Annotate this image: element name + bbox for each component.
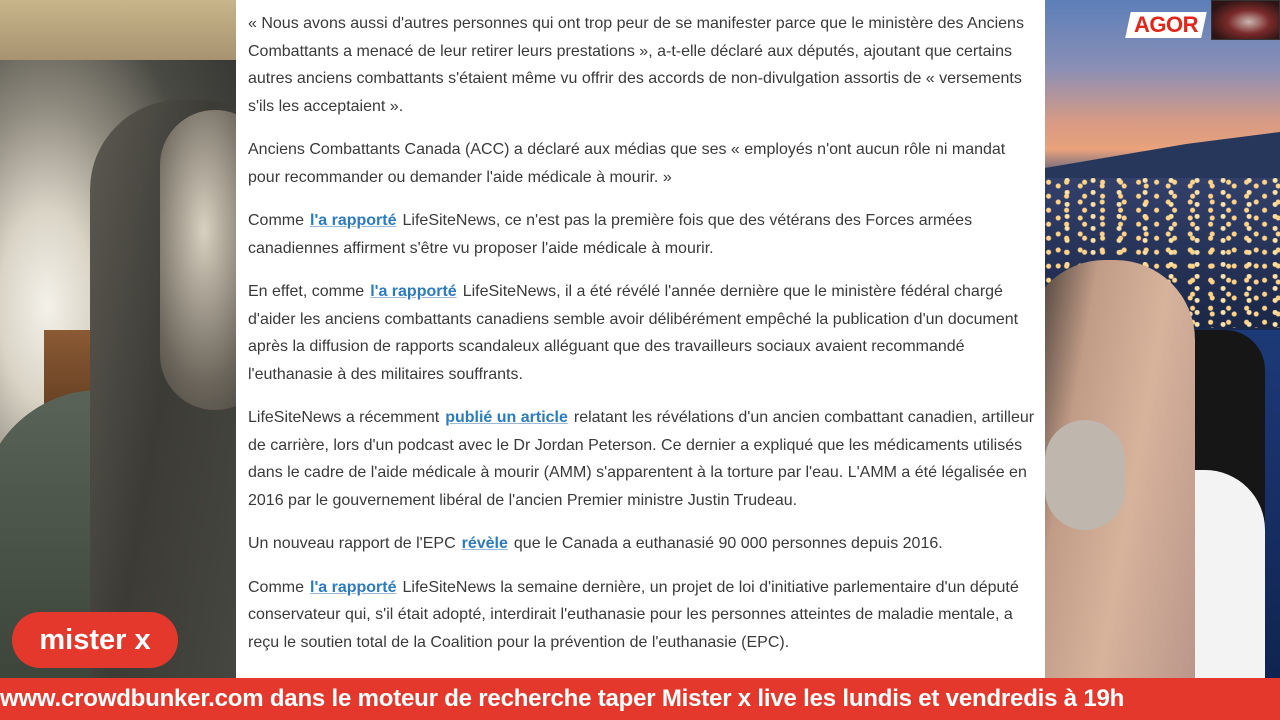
link-publie-article[interactable]: publié un article bbox=[445, 409, 568, 426]
link-revele[interactable]: révèle bbox=[461, 535, 508, 552]
link-rapporte-2[interactable]: l'a rapporté bbox=[370, 283, 457, 300]
paragraph-5-text: relatant les révélations d'un ancien combattant canadien, artilleur de carrière, lors d'un podcast avec le Dr Jordan Peterson. Ce dernier a expliqué que les médicaments utilisés dans le cadre de l'aide médicale à mourir (AMM) s'apparentent à la torture par l'eau. L'AMM a été légalisée en 2016 par le gouvernement libéral de l'ancien Premier ministre Justin Trudeau. bbox=[248, 409, 1035, 509]
paragraph-1: « Nous avons aussi d'autres personnes qui ont trop peur de se manifester parce que le ministère des Anciens Combattants a menacé de leur retirer leurs prestations », a-t-elle déclaré aux députés, ajoutant que certains autres anciens combattants s'étaient même vu offrir des accords de non-divulgation assortis de « versements s'ils les acceptaient ». bbox=[248, 15, 1024, 115]
paragraph-4 bbox=[248, 278, 1038, 388]
link-rapporte-1[interactable]: l'a rapporté bbox=[310, 212, 397, 229]
channel-logo bbox=[1125, 12, 1207, 38]
paragraph-6 bbox=[248, 530, 1038, 558]
paragraph-7-text: LifeSiteNews la semaine dernière, un projet de loi d'initiative parlementaire d'un député conservateur qui, s'il était adopté, interdirait l'euthanasie pour les personnes atteintes de maladie mentale, a reçu le soutien total de la Coalition pour la prévention de l'euthanasie (EPC). bbox=[248, 578, 1019, 651]
paragraph-5-lead: LifeSiteNews a récemment bbox=[248, 409, 440, 426]
article-body bbox=[248, 10, 1038, 672]
paragraph-2: Anciens Combattants Canada (ACC) a déclaré aux médias que ses « employés n'ont aucun rôle ni mandat pour recommander ou demander l'aide médicale à mourir. » bbox=[248, 141, 1006, 186]
paragraph-3 bbox=[248, 207, 1038, 262]
paragraph-6-lead: Un nouveau rapport de l'EPC bbox=[248, 535, 456, 552]
cohost-beard bbox=[1045, 420, 1125, 530]
channel-logo-text: AGOR bbox=[1134, 12, 1198, 37]
paragraph-4-text: LifeSiteNews, il a été révélé l'année dernière que le ministère fédéral chargé d'aider les anciens combattants canadiens semble avoir délibérément empêché la publication d'un document après la diffusion de rapports scandaleux alléguant que des travailleurs sociaux avaient recommandé l'euthanasie à des militaires souffrants. bbox=[248, 283, 1019, 383]
ticker-text: www.crowdbunker.com dans le moteur de recherche taper Mister x live les lundis et vendredis à 19h bbox=[0, 685, 1125, 712]
host-hair bbox=[160, 110, 236, 410]
paragraph-3-text: LifeSiteNews, ce n'est pas la première fois que des vétérans des Forces armées canadiennes affirment s'être vu proposer l'aide médicale à mourir. bbox=[248, 212, 973, 257]
guest-thumbnail bbox=[1211, 0, 1280, 40]
paragraph-4-lead: En effet, comme bbox=[248, 283, 365, 300]
article-panel bbox=[236, 0, 1045, 680]
name-badge bbox=[12, 612, 178, 668]
paragraph-5 bbox=[248, 404, 1038, 514]
paragraph-7 bbox=[248, 574, 1038, 657]
bottom-ticker bbox=[0, 678, 1280, 720]
paragraph-7-lead: Comme bbox=[248, 578, 305, 596]
paragraph-6-text: que le Canada a euthanasié 90 000 personnes depuis 2016. bbox=[513, 535, 943, 552]
paragraph-3-lead: Comme bbox=[248, 212, 305, 229]
left-webcam-feed bbox=[0, 0, 236, 680]
name-badge-text: mister x bbox=[39, 624, 151, 656]
background-wall bbox=[0, 0, 236, 60]
right-webcam-feed bbox=[1045, 0, 1280, 680]
link-rapporte-3[interactable]: l'a rapporté bbox=[310, 578, 397, 596]
